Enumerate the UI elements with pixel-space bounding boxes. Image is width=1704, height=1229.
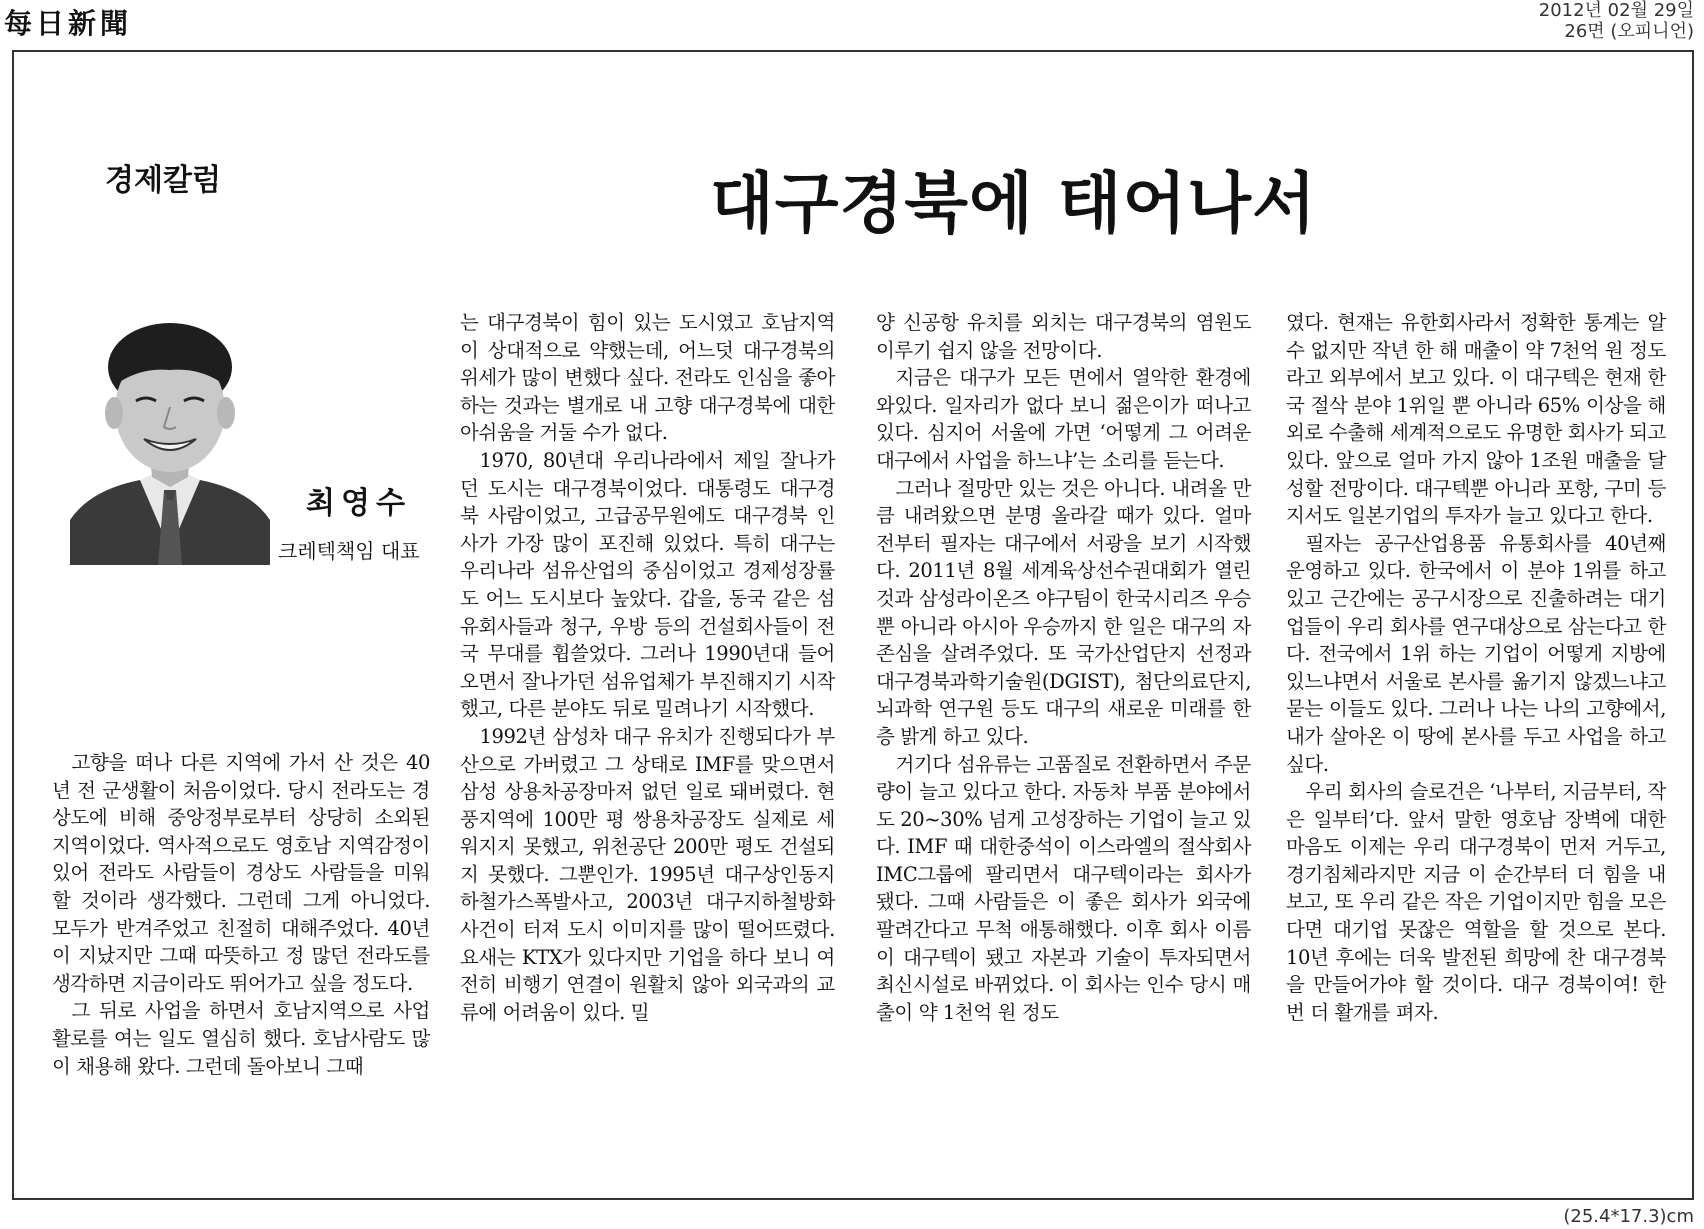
author-title: 크레텍책임 대표 <box>278 539 420 563</box>
paragraph: 거기다 섬유류는 고품질로 전환하면서 주문량이 늘고 있다고 한다. 자동차 부품 분야에서도 20~30% 넘게 고성장하는 기업이 늘고 있다. IMF 때 대한중석이 이스라엘의 절삭회사 IMC그룹에 팔리면서 대구텍이라는 회사가 됐다. 그때 사람들은 이 좋은 회사가 외국에 팔려간다고 무척 애통해했다. 이후 회사 이름이 대구텍이 됐고 자본과 기술이 투자되면서 최신시설로 바뀌었다. 이 회사는 인수 당시 매출이 약 1천억 원 정도 <box>876 752 1252 1024</box>
paragraph: 필자는 공구산업용품 유통회사를 40년째 운영하고 있다. 한국에서 이 분야 1위를 하고 있고 근간에는 공구시장으로 진출하려는 대기업들이 우리 회사를 연구대상으로 삼는다고 한다. 전국에서 1위 하는 기업이 어떻게 지방에 있느냐면서 서울로 본사를 옮기지 않겠느냐고 묻는 이들도 있다. 그러나 나는 나의 고향에서, 내가 살아온 이 땅에 본사를 두고 사업을 하고 싶다. <box>1286 531 1666 776</box>
issue-date: 2012년 02월 29일 <box>1538 0 1694 21</box>
dateline <box>1539 0 1694 42</box>
paragraph: 그러나 절망만 있는 것은 아니다. 내려올 만큼 내려왔으면 분명 올라갈 때가 있다. 얼마 전부터 필자는 대구에서 서광을 보기 시작했다. 2011년 8월 세계육상선수권대회가 열린 것과 삼성라이온즈 야구팀이 한국시리즈 우승뿐 아니라 아시아 우승까지 한 일은 대구의 자존심을 살려주었다. 또 국가산업단지 선정과 대구경북과학기술원(DGIST), 첨단의료단지, 뇌과학 연구원 등도 대구의 새로운 미래를 한층 밝게 하고 있다. <box>876 476 1251 748</box>
column-2 <box>460 309 835 1026</box>
paragraph: 고향을 떠나 다른 지역에 가서 산 것은 40년 전 군생활이 처음이었다. 당시 전라도는 경상도에 비해 중앙정부로부터 상당히 소외된 지역이었다. 역사적으로도 영호남 지역감정이 있어 전라도 사람들이 경상도 사람들을 미워할 것이라 생각했다. 그런데 그게 아니었다. 모두가 반겨주었고 친절히 대해주었다. 40년이 지났지만 그때 따뜻하고 정 많던 전라도를 생각하면 지금이라도 뛰어가고 싶을 정도다. <box>52 751 430 995</box>
paragraph: 는 대구경북이 힘이 있는 도시였고 호남지역이 상대적으로 약했는데, 어느덧 대구경북의 위세가 많이 변했다 싶다. 전라도 인심을 좋아하는 것과는 별개로 내 고향 대구경북에 대한 아쉬움을 거둘 수가 없다. <box>460 311 835 445</box>
paragraph: 1992년 삼성차 대구 유치가 진행되다가 부산으로 가버렸고 그 상태로 IMF를 맞으면서 삼성 상용차공장마저 없던 일로 돼버렸다. 현풍지역에 100만 평 쌍용차공장도 실제로 세워지지 못했고, 위천공단 200만 평도 건설되지 못했다. 그뿐인가. 1995년 대구상인동지하철가스폭발사고, 2003년 대구지하철방화사건이 터져 도시 이미지를 많이 떨어뜨렸다. 요새는 KTX가 있다지만 기업을 하다 보니 여전히 비행기 연결이 원활치 않아 외국과의 교류에 어려움이 있다. 밀 <box>460 724 835 1024</box>
paragraph: 지금은 대구가 모든 면에서 열악한 환경에 와있다. 일자리가 없다 보니 젊은이가 떠나고 있다. 심지어 서울에 가면 ‘어떻게 그 어려운 대구에서 사업을 하느냐’는 소리를 듣는다. <box>876 366 1251 472</box>
paragraph: 우리 회사의 슬로건은 ‘나부터, 지금부터, 작은 일부터’다. 앞서 말한 영호남 장벽에 대한 마음도 이제는 우리 대구경북이 먼저 거두고, 경기침체라지만 지금 이 순간부터 더 힘을 내보고, 또 우리 같은 작은 기업이지만 힘을 모은다면 대기업 못잖은 역할을 할 것으로 본다. 10년 후에는 더욱 발전된 희망에 찬 대구경북을 만들어가야 할 것이다. 대구 경북이여! 한 번 더 활개를 펴자. <box>1286 780 1666 1024</box>
column-1 <box>52 749 430 1080</box>
paragraph: 그 뒤로 사업을 하면서 호남지역으로 사업 활로를 여는 일도 열심히 했다. 호남사람도 많이 채용해 왔다. 그런데 돌아보니 그때 <box>52 999 430 1078</box>
paragraph: 1970, 80년대 우리나라에서 제일 잘나가던 도시는 대구경북이었다. 대통령도 대구경북 사람이었고, 고급공무원에도 대구경북 인사가 가장 많이 포진해 있었다. 특히 대구는 우리나라 섬유산업의 중심이었고 경제성장률도 어느 도시보다 높았다. 갑을, 동국 같은 섬유회사들과 청구, 우방 등의 건설회사들이 전국 무대를 휩쓸었다. 그러나 1990년대 들어오면서 잘나가던 섬유업체가 부진해지기 시작했고, 다른 분야도 뒤로 밀려나기 시작했다. <box>460 448 835 721</box>
size-note: (25.4*17.3)cm <box>1563 1206 1694 1227</box>
newspaper-masthead: 每日新聞 <box>4 7 133 40</box>
author-photo <box>70 315 270 565</box>
page-number: 26면 (오피니언) <box>1564 21 1694 42</box>
paragraph: 양 신공항 유치를 외치는 대구경북의 염원도 이루기 쉽지 않을 전망이다. <box>876 311 1251 362</box>
paragraph: 였다. 현재는 유한회사라서 정확한 통계는 알 수 없지만 작년 한 해 매출이 약 7천억 원 정도라고 외부에서 보고 있다. 이 대구텍은 현재 한국 절삭 분야 1위일 뿐 아니라 65% 이상을 해외로 수출해 세계적으로도 유명한 회사가 되고 있다. 앞으로 얼마 가지 않아 1조원 매출을 달성할 전망이다. 대구텍뿐 아니라 포항, 구미 등지서도 일본기업의 투자가 늘고 있다고 한다. <box>1286 311 1666 528</box>
article-headline: 대구경북에 태어나서 <box>710 165 1317 242</box>
column-4 <box>1286 309 1666 1026</box>
column-3 <box>876 309 1251 1026</box>
author-name: 최영수 <box>306 486 411 521</box>
section-label: 경제칼럼 <box>105 163 221 198</box>
